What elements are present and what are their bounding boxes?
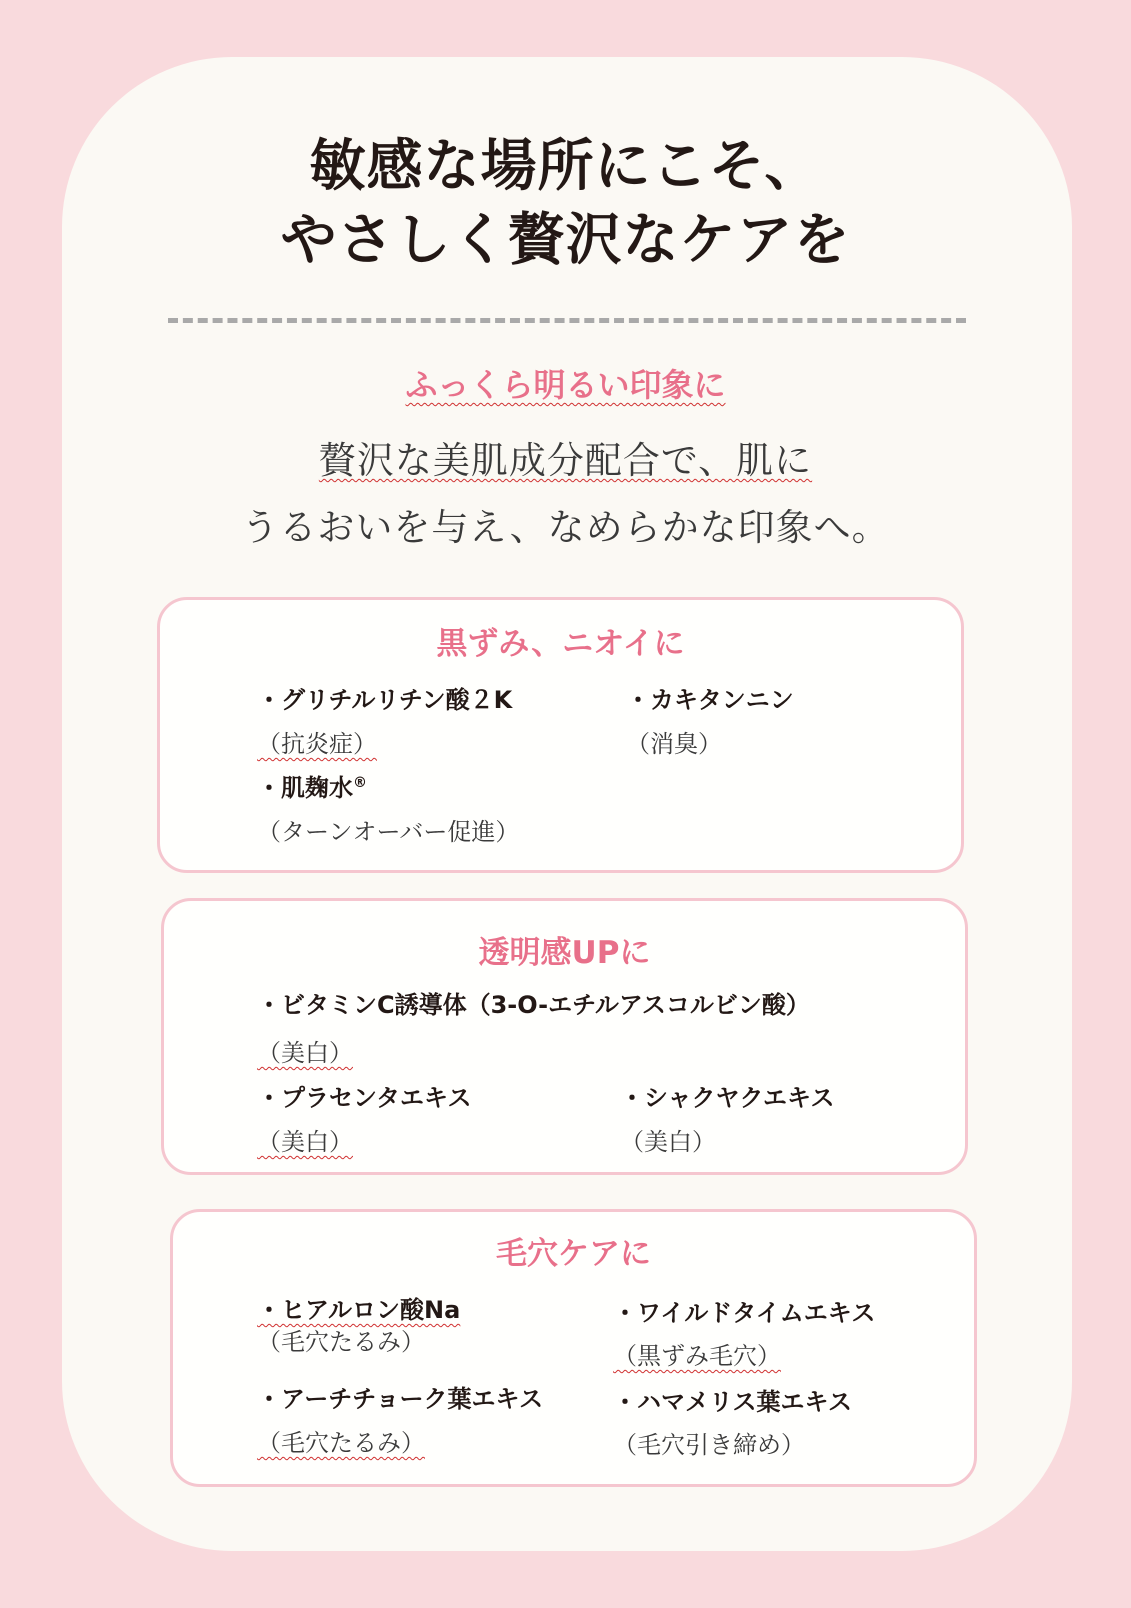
ingredient-name: ・ワイルドタイムエキス [613,1299,876,1327]
ingredient-name: ・シャクヤクエキス [620,1084,835,1112]
section-title: 黒ずみ、ニオイに [436,626,685,662]
ingredient-effect: （美白） [257,1128,353,1156]
ingredient-effect: （毛穴たるみ） [257,1429,425,1457]
lead-line2: うるおいを与え、なめらかな印象へ。 [241,506,890,549]
ingredient-name: ・ヒアルロン酸Na [257,1296,461,1324]
ingredient-effect: （毛穴たるみ） [257,1328,425,1356]
registered-mark: ® [353,775,367,791]
section-darkening-odor [157,597,964,873]
subheading: ふっくら明るい印象に [405,366,726,404]
ingredient-name: ・アーチチョーク葉エキス [257,1385,544,1413]
ingredient-effect: （美白） [620,1128,716,1156]
section-pore-care [170,1209,977,1487]
dashed-divider [168,318,966,323]
section-title: 毛穴ケアに [496,1236,651,1272]
ingredient-effect: （黒ずみ毛穴） [613,1342,781,1370]
section-transparency [161,898,968,1175]
ingredient-effect: （消臭） [626,730,722,758]
page-title-line1: 敏感な場所にこそ、 [309,134,822,199]
ingredient-effect: （美白） [257,1039,353,1067]
lead-line1: 贅沢な美肌成分配合で、肌に [318,439,813,482]
ingredient-name: ・ハマメリス葉エキス [613,1388,853,1416]
section-title: 透明感UPに [478,935,651,971]
page-title-line2: やさしく贅沢なケアを [280,208,851,273]
ingredient-effect: （毛穴引き締め） [613,1431,805,1459]
ingredient-name: ・肌麹水® [257,774,367,802]
ingredient-effect: （抗炎症） [257,730,377,758]
ingredient-name: ・グリチルリチン酸２K [257,686,513,714]
ingredient-name: ・ビタミンC誘導体（3-O-エチルアスコルビン酸） [257,991,810,1019]
ingredient-effect: （ターンオーバー促進） [257,818,520,846]
ingredient-name: ・カキタンニン [626,686,794,714]
ingredient-name: ・プラセンタエキス [257,1084,472,1112]
